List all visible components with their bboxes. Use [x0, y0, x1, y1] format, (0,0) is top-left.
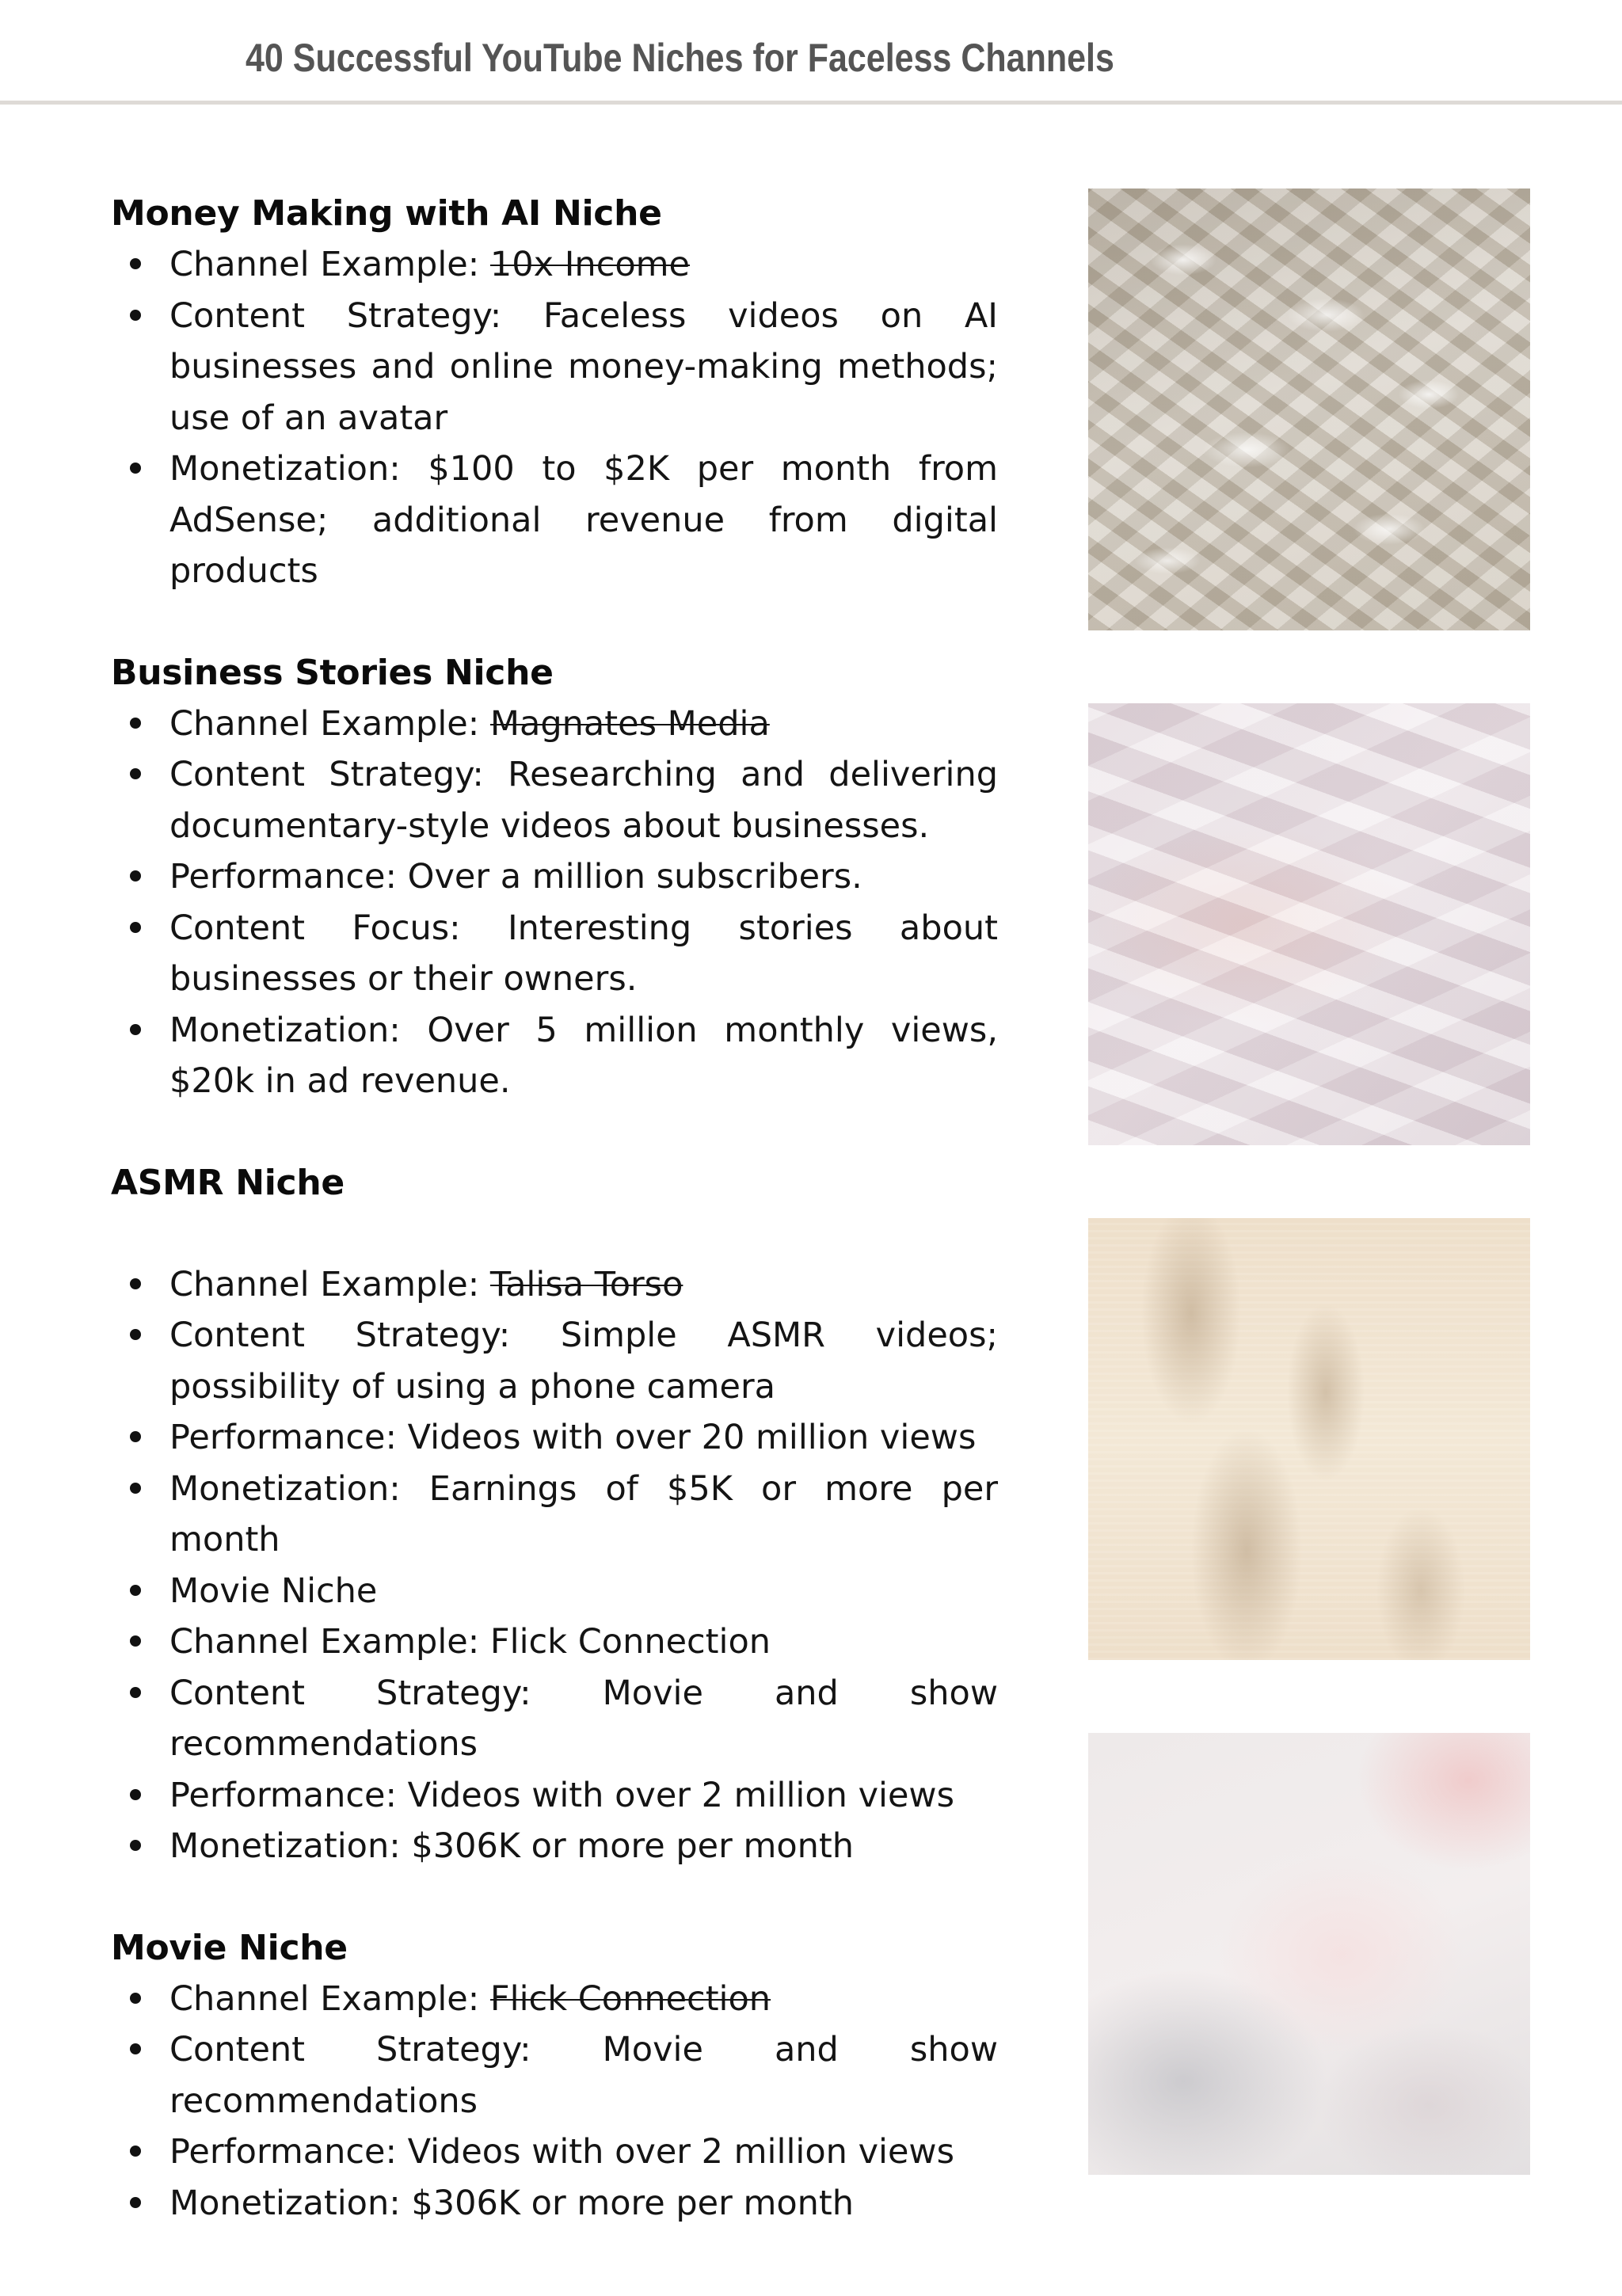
niche-section — [111, 648, 998, 1107]
document-body — [111, 188, 998, 2279]
bullet-text: Performance: Videos with over 20 million views — [169, 1418, 977, 1457]
bullet-label: Channel Example: — [169, 245, 490, 284]
bullet-text: Channel Example: Flick Connection — [169, 1622, 771, 1662]
bullet-text: Content Strategy: Movie and show recommendations — [169, 1673, 998, 1764]
channel-link[interactable]: 10x Income — [489, 245, 690, 284]
bullet-item — [111, 2024, 998, 2127]
bullet-text: Content Strategy: Researching and delivering documentary-style videos about businesses. — [169, 755, 998, 846]
watercolor-texture-image — [1088, 1733, 1530, 2175]
bullet-text: Performance: Videos with over 2 million views — [169, 2132, 954, 2172]
bullet-list — [111, 1259, 998, 1872]
bullet-text: Content Strategy: Faceless videos on AI businesses and online money-making methods; use of an avatar — [169, 295, 998, 438]
bullet-text: Monetization: Over 5 million monthly views, $20k in ad revenue. — [169, 1010, 998, 1101]
bullet-label: Channel Example: — [169, 703, 490, 744]
leaf-shadow-image — [1088, 1218, 1530, 1660]
section-heading: Business Stories Niche — [111, 652, 554, 693]
bullet-text: Performance: Over a million subscribers. — [169, 857, 862, 897]
bullet-text: Content Focus: Interesting stories about businesses or their owners. — [169, 908, 998, 999]
bullet-item — [111, 444, 998, 597]
channel-link[interactable]: Flick Connection — [489, 1978, 771, 2019]
bullet-list — [111, 699, 998, 1107]
bullet-text: Monetization: $306K or more per month — [169, 1826, 855, 1866]
niche-section — [111, 1923, 998, 2229]
bullet-text: Performance: Videos with over 2 million views — [169, 1775, 954, 1815]
bullet-item — [111, 699, 998, 750]
bullet-item — [111, 1259, 998, 1311]
bullet-item — [111, 851, 998, 903]
channel-link[interactable]: Magnates Media — [489, 703, 770, 744]
bullet-text: Movie Niche — [169, 1571, 378, 1611]
bullet-item — [111, 239, 998, 291]
bullet-item — [111, 2127, 998, 2178]
bullet-list — [111, 239, 998, 597]
channel-link[interactable]: Talisa Torso — [489, 1264, 683, 1304]
bullet-item — [111, 903, 998, 1005]
bullet-text: Monetization: Earnings of $5K or more per month — [169, 1468, 998, 1559]
bullet-item — [111, 749, 998, 851]
fabric-texture-image — [1088, 703, 1530, 1145]
bullet-item — [111, 1668, 998, 1770]
page-title: 40 Successful YouTube Niches for Faceless Channels — [246, 36, 1114, 80]
bullet-list — [111, 1974, 998, 2229]
bullet-item — [111, 1821, 998, 1872]
bullet-text: Content Strategy: Simple ASMR videos; possibility of using a phone camera — [169, 1316, 998, 1407]
bullet-item — [111, 1412, 998, 1464]
section-heading: Movie Niche — [111, 1927, 348, 1968]
bullet-text: Monetization: $306K or more per month — [169, 2183, 855, 2223]
water-ripple-image — [1088, 188, 1530, 630]
section-heading: ASMR Niche — [111, 1162, 345, 1203]
bullet-item — [111, 1770, 998, 1822]
bullet-item — [111, 1974, 998, 2025]
bullet-item — [111, 1310, 998, 1412]
niche-section — [111, 1158, 998, 1872]
section-spacer — [111, 1209, 998, 1259]
bullet-item — [111, 1566, 998, 1617]
bullet-item — [111, 1005, 998, 1107]
bullet-item — [111, 1616, 998, 1668]
page-header — [0, 0, 1622, 105]
niche-section — [111, 188, 998, 597]
bullet-item — [111, 291, 998, 444]
section-heading: Money Making with AI Niche — [111, 193, 662, 234]
bullet-label: Channel Example: — [169, 1264, 490, 1304]
bullet-item — [111, 1464, 998, 1566]
bullet-text: Content Strategy: Movie and show recommendations — [169, 2030, 998, 2121]
bullet-label: Channel Example: — [169, 1978, 490, 2019]
bullet-text: Monetization: $100 to $2K per month from AdSense; additional revenue from digital products — [169, 449, 998, 591]
bullet-item — [111, 2178, 998, 2229]
